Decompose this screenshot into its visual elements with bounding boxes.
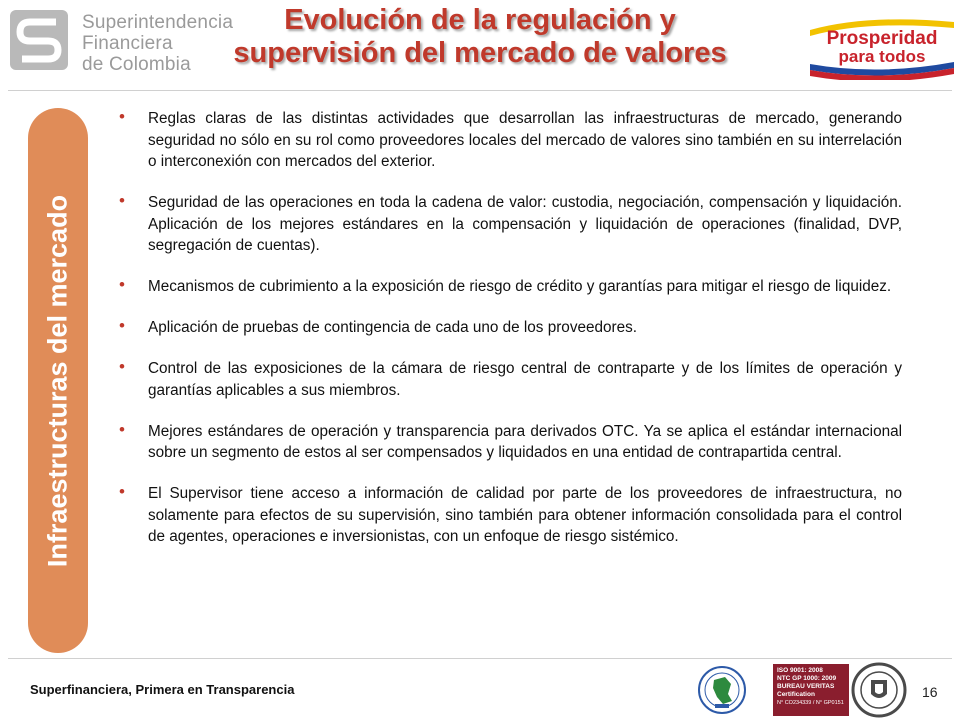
cert-line: NTC GP 1000: 2009: [777, 675, 837, 682]
icontec-certification-seal-icon: [697, 664, 747, 716]
bullet-text: Control de las exposiciones de la cámara de riesgo central de contraparte y de los límites de operación y garantías aplicables a sus miembros.: [148, 360, 902, 399]
sfc-logo-line2: Financiera: [82, 33, 173, 54]
slide-title: [230, 4, 730, 70]
bullet-item: [118, 276, 902, 298]
bullet-icon: •: [119, 275, 125, 294]
slide-title-line1: Evolución de la regulación y: [284, 4, 676, 36]
bullet-text: Aplicación de pruebas de contingencia de cada uno de los proveedores.: [148, 319, 637, 336]
bureau-veritas-certification-box: [773, 664, 849, 716]
footer-divider: [8, 658, 952, 659]
bullet-icon: •: [119, 107, 125, 126]
campaign-logo-line2: para todos: [838, 47, 926, 66]
bullet-icon: •: [119, 191, 125, 210]
cert-line: Certification: [777, 691, 815, 698]
bureau-veritas-seal-icon: [851, 662, 907, 718]
cert-line: BUREAU VERITAS: [777, 683, 835, 690]
bullet-item: [118, 483, 902, 548]
header-divider: [8, 90, 952, 91]
bullet-item: [118, 108, 902, 173]
footer-slogan: Superfinanciera, Primera en Transparencia: [30, 682, 295, 697]
bullet-icon: •: [119, 357, 125, 376]
bullet-item: [118, 421, 902, 464]
sfc-logo-line1: Superintendencia: [82, 12, 234, 33]
slide-title-line2: supervisión del mercado de valores: [233, 37, 727, 69]
bullet-item: [118, 358, 902, 401]
bullet-icon: •: [119, 419, 125, 439]
bullet-icon: •: [119, 482, 125, 501]
bullet-text: Reglas claras de las distintas actividades que desarrollan las infraestructuras de mercado, generando seguridad no sólo en su rol como proveedores locales del mercado de valores sino también en su interrelación o interconexión con mercados del exterior.: [148, 110, 902, 170]
bullet-item: [118, 317, 902, 339]
bullet-text: Seguridad de las operaciones en toda la cadena de valor: custodia, negociación, compensación y liquidación. Aplicación de los mejores estándares en la compensación y liquidación de operaciones (finalidad, DVP, segregación de cuentas).: [148, 194, 902, 254]
bullet-text: Mecanismos de cubrimiento a la exposición de riesgo de crédito y garantías para mitigar el riesgo de liquidez.: [148, 278, 892, 295]
cert-line: ISO 9001: 2008: [777, 667, 823, 674]
bullet-list: [118, 108, 902, 567]
section-side-tab-label: Infraestructuras del mercado: [42, 194, 73, 567]
bullet-item: [118, 192, 902, 257]
page-number: 16: [922, 684, 938, 700]
section-side-tab: [28, 108, 88, 653]
cert-numbers: N° CO234339 / N° GP0151: [777, 700, 844, 706]
prosperidad-para-todos-logo: [808, 10, 956, 80]
sfc-logo-line3: de Colombia: [82, 54, 191, 75]
campaign-logo-line1: Prosperidad: [826, 28, 938, 49]
sfc-logo: [10, 8, 234, 78]
bullet-text: Mejores estándares de operación y transparencia para derivados OTC. Ya se aplica el estándar internacional sobre un segmento de estos al ser compensados y liquidados en una entidad de contrapartida central.: [148, 422, 902, 461]
bullet-icon: •: [119, 316, 125, 335]
sfc-logo-mark-icon: [10, 10, 68, 70]
sfc-logo-name: [82, 12, 233, 75]
bullet-text: El Supervisor tiene acceso a información de calidad por parte de los proveedores de infraestructura, no solamente para efectos de su supervisión, sino también para obtener información consolidada para el control de agentes, operaciones e inversionistas, con un enfoque de riesgo sistémico.: [148, 485, 902, 545]
